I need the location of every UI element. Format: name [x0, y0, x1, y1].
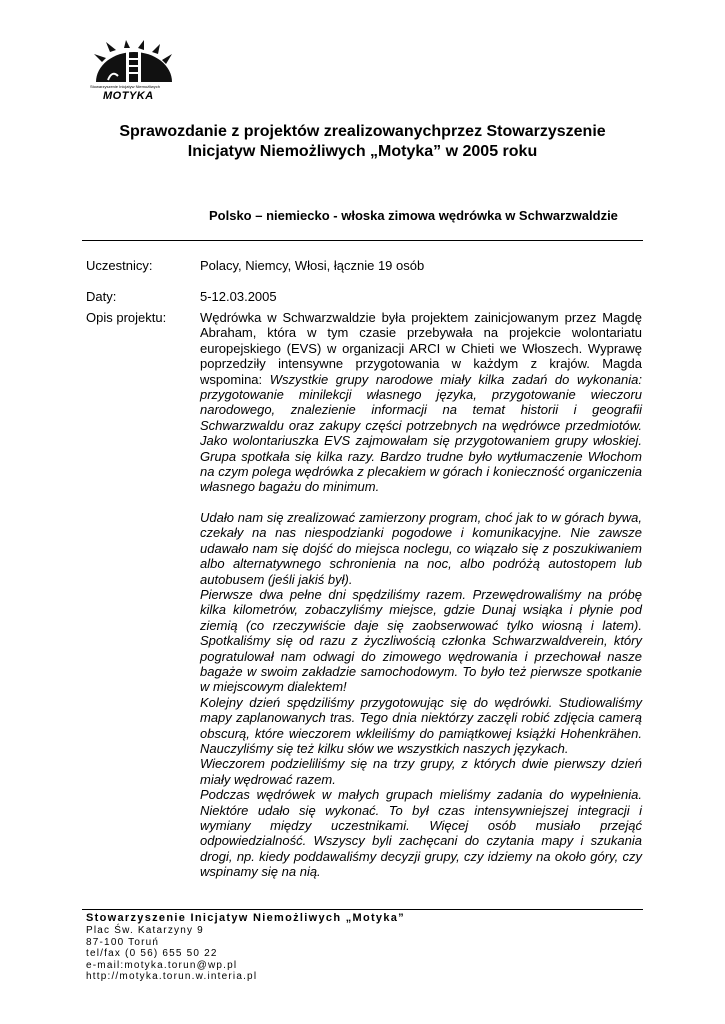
description-paragraph-2 [200, 510, 642, 880]
title-line-2: Inicjatyw Niemożliwych „Motyka” w 2005 roku [187, 143, 538, 160]
paragraph-2-quote: Udało nam się zrealizować zamierzony program, choć jak to w górach bywa, czekały na nas niespodzianki pogodowe i komunikacyjne. Nie zawsze udawało nam się dojść do miejsca noclegu, co wiązało się z poszukiwaniem albo alternatywnego schronienia na noc, albo podróżą autostopem lub autobusem (jeśli jakiś był). [200, 509, 642, 587]
description-text [200, 310, 642, 880]
footer-org-name: Stowarzyszenie Inicjatyw Niemożliwych „Motyka” [86, 912, 405, 924]
project-subtitle: Polsko – niemiecko - włoska zimowa wędrówka w Schwarzwaldzie [209, 208, 618, 223]
dates-value: 5-12.03.2005 [200, 289, 277, 304]
description-paragraph-1 [200, 310, 642, 495]
dates-label: Daty: [86, 289, 117, 304]
description-label: Opis projektu: [86, 310, 167, 325]
paragraph-6-quote: Podczas wędrówek w małych grupach mieliśmy zadania do wypełnienia. Niektóre udało się wykonać. To był czas intensywniejszej integracji i wymiany między uczestnikami. Więcej osób musiało przejąć odpowiedzialność. Wszyscy byli zachęcani do czytania mapy i szukania drogi, np. kiedy poddawaliśmy decyzji grupy, czy idziemy na około góry, czy wspinamy się na nią. [200, 787, 642, 880]
footer-city: 87-100 Toruń [86, 936, 160, 948]
header-divider [82, 240, 643, 241]
footer [86, 912, 646, 983]
title-line-1: Sprawozdanie z projektów zrealizowanychprzez Stowarzyszenie [119, 123, 606, 140]
footer-web: http://motyka.torun.w.interia.pl [86, 971, 258, 982]
footer-address: Plac Św. Katarzyny 9 [86, 925, 204, 936]
document-title [60, 122, 665, 162]
footer-divider [82, 909, 643, 910]
logo-name: MOTYKA [103, 90, 154, 102]
logo-caption: Stowarzyszenie Inicjatyw Niemożliwych [90, 84, 161, 89]
participants-label: Uczestnicy: [86, 258, 153, 273]
footer-phone: tel/fax (0 56) 655 50 22 [86, 948, 218, 959]
participants-value: Polacy, Niemcy, Włosi, łącznie 19 osób [200, 258, 425, 273]
paragraph-3-quote: Pierwsze dwa pełne dni spędziliśmy razem. Przewędrowaliśmy na próbę kilka kilometrów, zobaczyliśmy miejsce, gdzie Dunaj wsiąka i płynie pod ziemią (co rzeczywiście daje się zaobserwować tylko wiosną i latem). Spotkaliśmy się od razu z życzliwością członka Schwarzwaldverein, który pogratulował nam odwagi do zimowego wędrowania i przechował nasze bagaże w swoim zakładzie samochodowym. To było też pierwsze spotkanie w miejscowym dialektem! [200, 586, 642, 695]
sun-ladder-logo-icon [88, 40, 180, 84]
footer-email: e-mail:motyka.torun@wp.pl [86, 959, 238, 971]
paragraph-1-quote: Wszystkie grupy narodowe miały kilka zadań do wykonania: przygotowanie minilekcji własnego języka, przygotowanie wieczoru narodowego, znalezienie informacji na temat historii i geografii Schwarzwaldu oraz zakupy części potrzebnych na wędrówce przedmiotów. Jako wolontariuszka EVS zajmowałam się przygotowaniem grupy włoskiej. Grupa spotkała się kilka razy. Bardzo trudne było wytłumaczenie Włochom na czym polega wędrówka z plecakiem w górach i konieczność organiczenia własnego bagażu do minimum. [200, 371, 642, 495]
paragraph-4-quote: Kolejny dzień spędziliśmy przygotowując się do wędrówki. Studiowaliśmy mapy zaplanowanych tras. Tego dnia niektórzy zaczęli robić zdjęcia camerą obscurą, które wieczorem wkleiliśmy do pamiątkowej książki Hohenkrähen. Nauczyliśmy się też kilku słów we wszystkich naszych językach. [200, 694, 642, 756]
paragraph-1-plain: Wędrówka w Schwarzwaldzie była projektem zainicjowanym przez Magdę Abraham, która w tym czasie przebywała na projekcie wolontariatu europejskiego (EVS) w organizacji ARCI w Chieti we Włoszech. Wyprawę poprzedziły intensywne przygotowania w każdym z krajów. Magda wspomina: [200, 310, 642, 387]
paragraph-5-quote: Wieczorem podzieliliśmy się na trzy grupy, z których dwie pierwszy dzień miały wędrować razem. [200, 756, 642, 787]
